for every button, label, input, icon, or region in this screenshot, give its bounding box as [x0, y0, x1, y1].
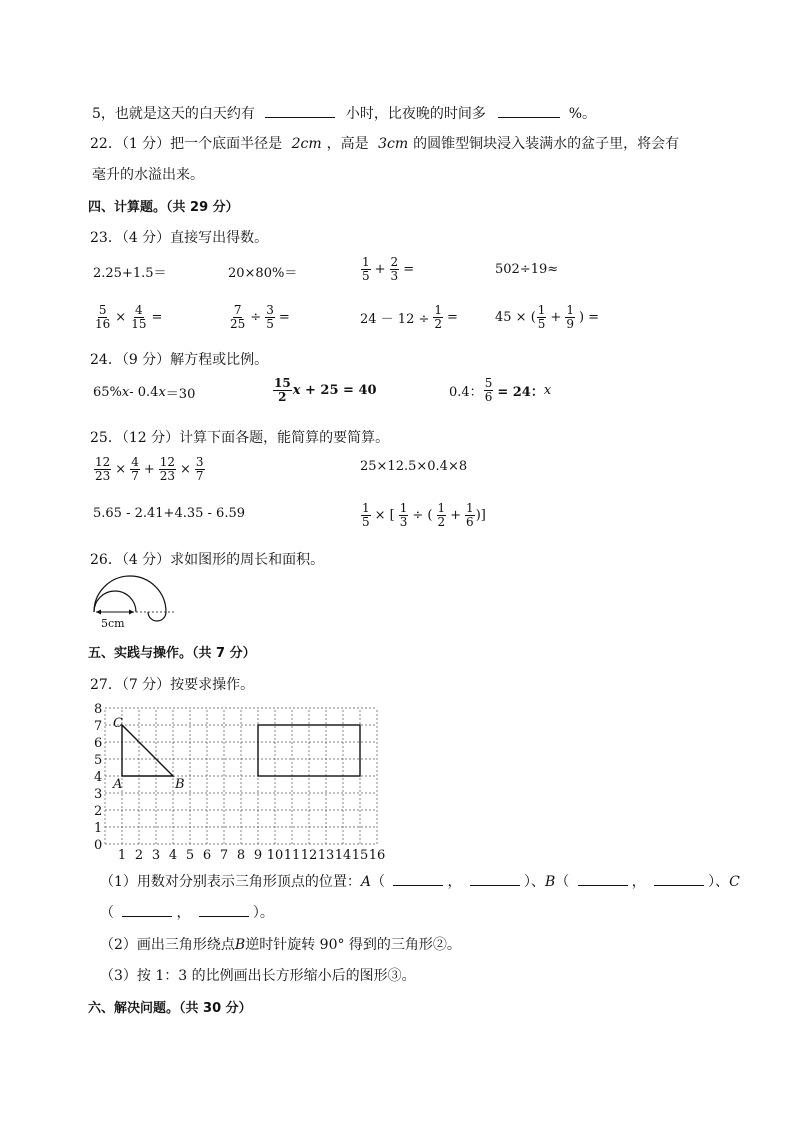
q27-title: 27．（7 分）按要求操作。: [90, 677, 255, 693]
q27-sub2: （2）画出三角形绕点B逆时针旋转 90° 得到的三角形②。: [100, 937, 461, 953]
vertex-label-b: B: [175, 777, 185, 792]
q23-expr-3: $\frac{1}{5}$ + $\frac{2}{3}$ =: [362, 255, 415, 283]
y-tick-label: 2: [94, 804, 103, 819]
x-tick-label: 12: [300, 848, 318, 862]
x-tick-label: 9: [253, 848, 263, 862]
q22-radius: 2cm: [291, 136, 322, 152]
y-tick-label: 7: [94, 719, 103, 734]
y-tick-label: 5: [94, 753, 103, 768]
fraction: $\frac{3}{5}$: [266, 303, 274, 331]
x-tick-label: 13: [317, 848, 335, 862]
coordinate-grid[interactable]: [88, 700, 398, 862]
x-tick-label: 16: [368, 848, 386, 862]
x-tick-label: 14: [334, 848, 352, 862]
q24-expr-1: 65% x - 0.4 x ＝30: [93, 385, 196, 402]
q22-height: 3cm: [378, 136, 409, 152]
q25-expr-2: 25×12.5×0.4×8: [360, 459, 468, 474]
fraction: $\frac{2}{3}$: [390, 255, 399, 283]
section-6-heading: 六、解决问题。（共 30 分）: [88, 1001, 252, 1016]
fraction: $\frac{1}{6}$: [466, 501, 474, 529]
y-tick-label: 8: [94, 702, 103, 717]
fraction: $\frac{5}{6}$: [484, 376, 493, 404]
x-tick-label: 1: [117, 848, 127, 862]
x-tick-label: 11: [283, 848, 301, 862]
q22-line-2: [92, 164, 204, 184]
answer-blank[interactable]: [578, 871, 628, 886]
fraction: $\frac{1}{5}$: [362, 255, 370, 283]
fraction: $\frac{1}{5}$: [537, 303, 546, 331]
q23-expr-4: 502÷19≈: [495, 262, 559, 277]
fraction: $\frac{12}{23}$: [95, 455, 111, 483]
q23-expr-5: $\frac{5}{16}$ × $\frac{4}{15}$ =: [95, 303, 163, 331]
fraction: $\frac{1}{3}$: [399, 501, 408, 529]
fraction: $\frac{4}{7}$: [131, 455, 139, 483]
q22-text-c: 的圆锥型铜块浸入装满水的盆子里，将会有: [413, 136, 680, 152]
answer-blank[interactable]: [470, 871, 520, 886]
fraction: $\frac{1}{9}$: [566, 303, 574, 331]
q21-text-a: 5，也就是这天的白天约有: [92, 106, 255, 122]
section-4-heading: 四、计算题。（共 29 分）: [88, 200, 239, 215]
fraction: $\frac{3}{7}$: [195, 455, 204, 483]
x-tick-label: 2: [134, 848, 144, 862]
x-tick-label: 8: [236, 848, 246, 862]
q23-expr-6: $\frac{7}{25}$ ÷ $\frac{3}{5}$ =: [230, 303, 290, 331]
q25-expr-1: $\frac{12}{23}$ × $\frac{4}{7}$ + $\frac{12}{23}$ × $\frac{3}{7}$: [95, 455, 204, 483]
q24-expr-2: $\frac{15}{2}$ x + 25 = 40: [274, 376, 377, 404]
fraction: $\frac{1}{2}$: [437, 501, 446, 529]
x-tick-label: 4: [168, 848, 178, 862]
x-tick-label: 10: [266, 848, 284, 862]
y-tick-label: 3: [94, 787, 103, 802]
q24-expr-3: 0.4： $\frac{5}{6}$ = 24： x: [449, 376, 552, 404]
q23-expr-1: 2.25+1.5＝: [93, 266, 167, 281]
q25-expr-3: 5.65 - 2.41+4.35 - 6.59: [93, 506, 245, 521]
y-tick-label: 4: [94, 770, 103, 785]
q22-text-a: 22．（1 分）把一个底面半径是: [90, 136, 283, 152]
y-tick-label: 1: [94, 821, 103, 836]
q27-sub1-line2: （ ， ）。: [100, 902, 274, 922]
q21-text-c: %。: [568, 106, 597, 122]
q22-text-d: 毫升的水溢出来。: [92, 167, 204, 183]
x-tick-label: 3: [151, 848, 161, 862]
q22-line-1: [90, 133, 679, 153]
q21-tail: [92, 103, 596, 123]
q24-title: 24．（9 分）解方程或比例。: [90, 352, 269, 368]
q25-expr-4: $\frac{1}{5}$ × [ $\frac{1}{3}$ ÷ ( $\frac{1}{2}$ + $\frac{1}{6}$ )]: [362, 501, 486, 529]
q25-title: 25．（12 分）计算下面各题，能简算的要简算。: [90, 430, 390, 446]
answer-blank[interactable]: [498, 103, 560, 118]
triangle-abc: [122, 725, 173, 776]
fraction: $\frac{7}{25}$: [230, 303, 246, 331]
q23-expr-2: 20×80%＝: [228, 266, 298, 281]
fraction: $\frac{1}{2}$: [434, 303, 443, 331]
vertex-label-a: A: [113, 777, 123, 792]
q27-sub3: （3）按 1：3 的比例画出长方形缩小后的图形③。: [100, 968, 416, 984]
fraction: $\frac{4}{15}$: [131, 303, 147, 331]
answer-blank[interactable]: [265, 103, 335, 118]
q21-text-b: 小时，比夜晚的时间多: [345, 106, 486, 122]
fraction: $\frac{12}{23}$: [159, 455, 176, 483]
y-tick-label: 6: [94, 736, 103, 751]
fraction: $\frac{5}{16}$: [95, 303, 111, 331]
semicircle-figure: [88, 568, 178, 632]
answer-blank[interactable]: [122, 902, 172, 917]
q22-text-b: ，高是: [326, 136, 369, 152]
q23-expr-7: 24 － 12 ÷ $\frac{1}{2}$ =: [360, 303, 458, 331]
dimension-label: 5cm: [101, 617, 125, 630]
y-tick-label: 0: [94, 838, 103, 853]
x-tick-label: 5: [185, 848, 195, 862]
x-tick-label: 7: [219, 848, 229, 862]
x-tick-label: 15: [351, 848, 369, 862]
q26-title: 26．（4 分）求如图形的周长和面积。: [90, 552, 325, 568]
section-5-heading: 五、实践与操作。（共 7 分）: [88, 646, 256, 661]
q23-expr-8: 45 × ( $\frac{1}{5}$ + $\frac{1}{9}$ ) =: [495, 303, 600, 331]
answer-blank[interactable]: [654, 871, 704, 886]
answer-blank[interactable]: [199, 902, 249, 917]
answer-blank[interactable]: [393, 871, 443, 886]
fraction: $\frac{15}{2}$: [274, 376, 291, 404]
q23-title: 23．（4 分）直接写出得数。: [90, 230, 269, 246]
fraction: $\frac{1}{5}$: [362, 501, 370, 529]
q27-sub1-line1: （1）用数对分别表示三角形顶点的位置：A（ ， ）、B（ ， ）、C: [100, 871, 740, 891]
x-tick-label: 6: [202, 848, 212, 862]
vertex-label-c: C: [113, 716, 123, 731]
